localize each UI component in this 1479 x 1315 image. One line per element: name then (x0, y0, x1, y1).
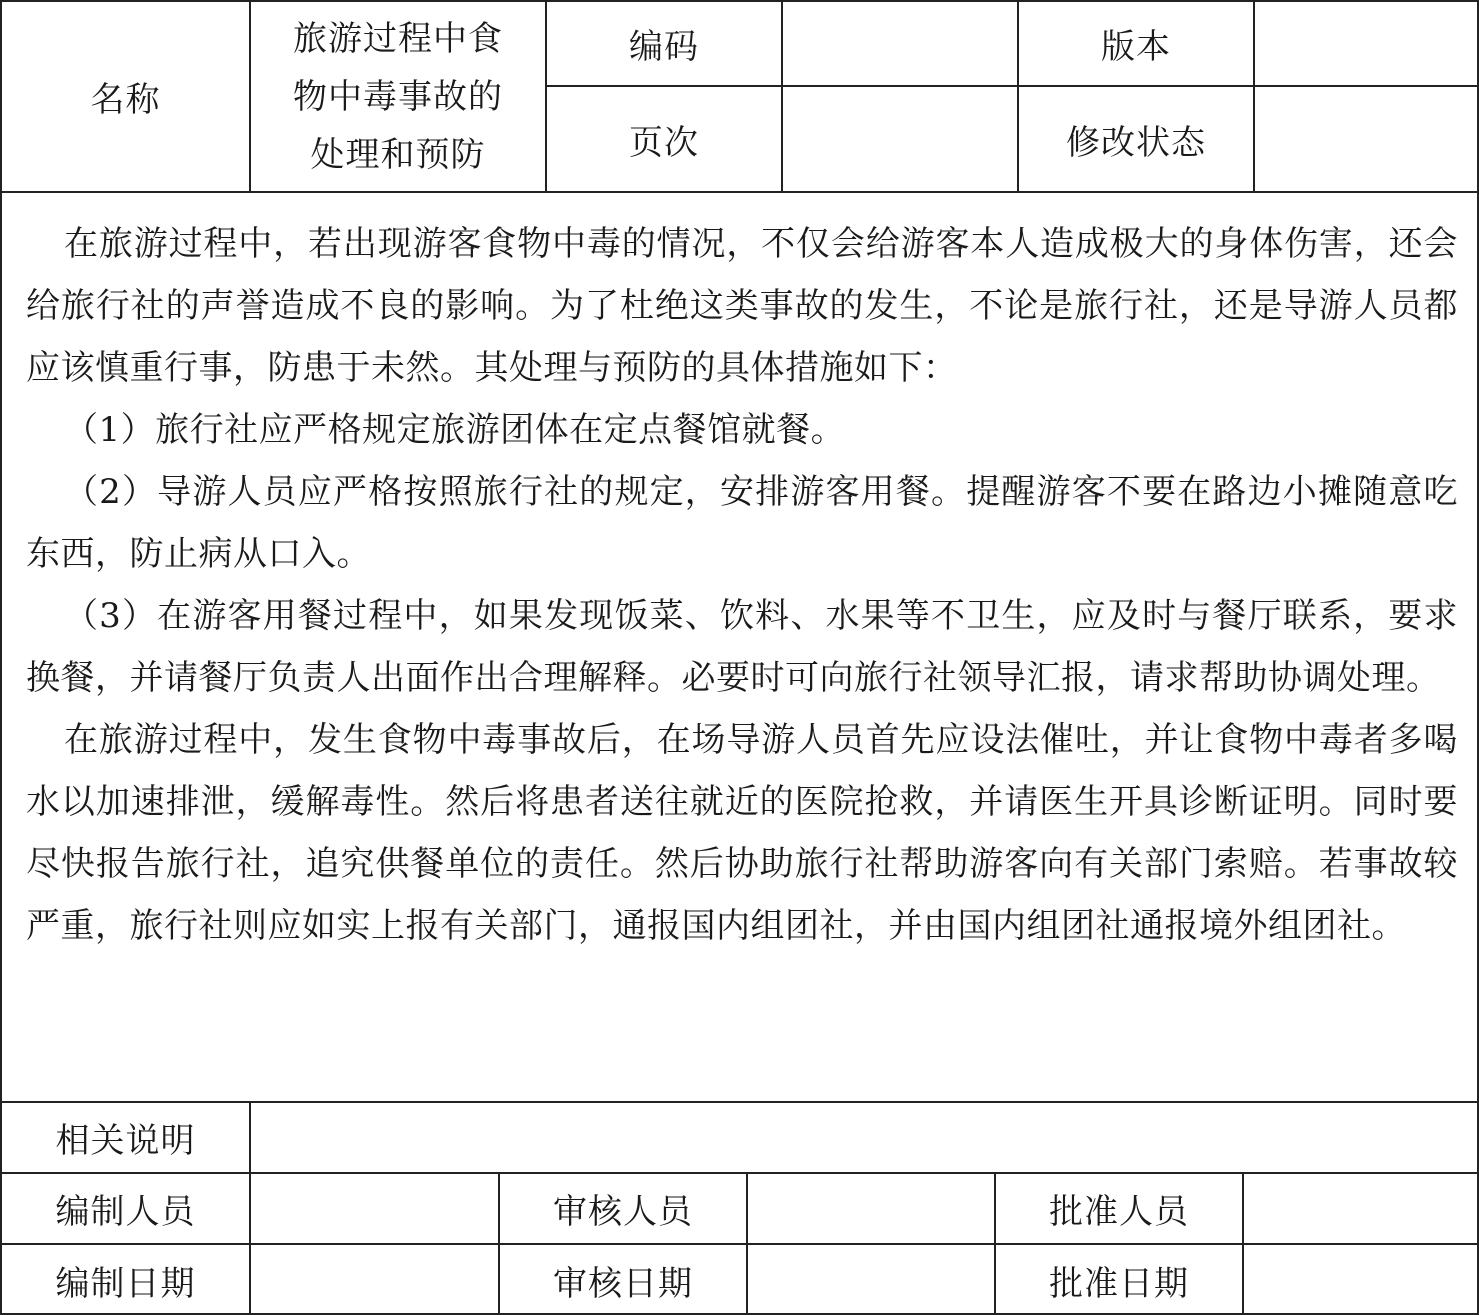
reviewer-value[interactable] (748, 1174, 994, 1243)
approve-date-value[interactable] (1244, 1245, 1479, 1315)
version-label: 版本 (1101, 27, 1171, 67)
page-label: 页次 (629, 122, 699, 163)
edit-date-value[interactable] (251, 1245, 498, 1315)
name-value-line: 物中毒事故的 (293, 76, 503, 117)
notes-value[interactable] (251, 1103, 1479, 1172)
body-paragraph: 在旅游过程中，若出现游客食物中毒的情况，不仅会给游客本人造成极大的身体伤害，还会给旅行社的声誉造成不良的影响。为了杜绝这类事故的发生，不论是旅行社，还是导游人员都应该慎重行事，防患于未然。其处理与预防的具体措施如下： (26, 224, 1458, 388)
version-value[interactable] (1255, 2, 1479, 85)
revision-value[interactable] (1255, 87, 1479, 191)
name-value-line: 旅游过程中食 (293, 18, 503, 59)
approver-label: 批准人员 (1049, 1192, 1189, 1232)
review-date-label: 审核日期 (553, 1263, 693, 1304)
code-value[interactable] (783, 2, 1017, 85)
revision-label: 修改状态 (1066, 122, 1206, 163)
name-value (251, 2, 545, 191)
approve-date-label: 批准日期 (1049, 1263, 1189, 1304)
body-paragraph: （3）在游客用餐过程中，如果发现饭菜、饮料、水果等不卫生，应及时与餐厅联系，要求换餐，并请餐厅负责人出面作出合理解释。必要时可向旅行社领导汇报，请求帮助协调处理。 (26, 596, 1458, 698)
body-paragraph: （1）旅行社应严格规定旅游团体在定点餐馆就餐。 (64, 410, 846, 450)
reviewer-label: 审核人员 (553, 1192, 693, 1232)
editor-label: 编制人员 (55, 1192, 196, 1232)
page-value[interactable] (783, 87, 1017, 191)
code-label: 编码 (629, 27, 699, 67)
body-paragraph: 在旅游过程中，发生食物中毒事故后，在场导游人员首先应设法催吐，并让食物中毒者多喝水以加速排泄，缓解毒性。然后将患者送往就近的医院抢救，并请医生开具诊断证明。同时要尽快报告旅行社，追究供餐单位的责任。然后协助旅行社帮助游客向有关部门索赔。若事故较严重，旅行社则应如实上报有关部门，通报国内组团社，并由国内组团社通报境外组团社。 (26, 720, 1458, 946)
name-label: 名称 (90, 80, 161, 120)
approver-value[interactable] (1244, 1174, 1479, 1243)
header-bottom-border (2, 191, 1479, 193)
body-paragraph: （2）导游人员应严格按照旅行社的规定，安排游客用餐。提醒游客不要在路边小摊随意吃东西，防止病从口入。 (26, 472, 1458, 574)
name-value-line: 处理和预防 (310, 134, 486, 175)
notes-label: 相关说明 (55, 1121, 196, 1161)
edit-date-label: 编制日期 (55, 1263, 196, 1304)
editor-value[interactable] (251, 1174, 498, 1243)
body-content (26, 213, 1458, 957)
review-date-value[interactable] (748, 1245, 994, 1315)
